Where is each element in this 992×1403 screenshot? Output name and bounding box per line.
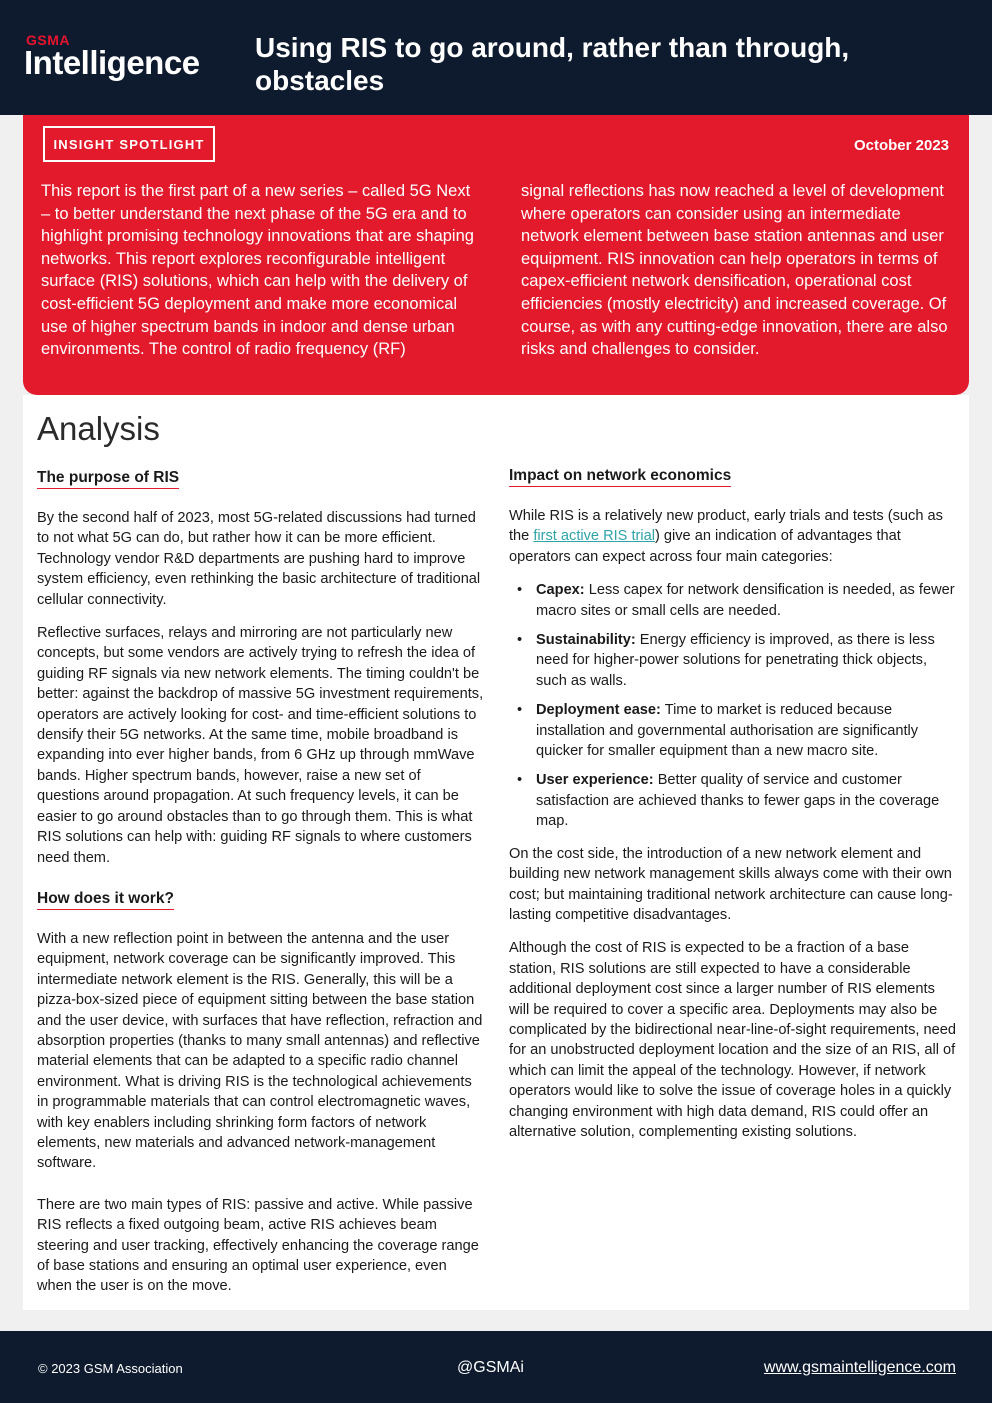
bullet-text: Energy efficiency is improved, as there is less need for higher-power solutions for penetrating thick objects, such as walls. [536,632,935,689]
first-active-ris-trial-link[interactable]: first active RIS trial [533,528,655,545]
report-date: October 2023 [853,137,949,154]
list-item [509,580,957,621]
list-item [509,700,957,761]
list-item [509,770,957,831]
page-title: Using RIS to go around, rather than through, obstacles [255,32,850,96]
bullet-text: Better quality of service and customer satisfaction are achieved thanks to fewer gaps in the coverage map. [536,772,940,830]
paragraph: On the cost side, the introduction of a new network element and building new network management skills always come with their own cost; but maintaining traditional network architecture can cause long-lasting competitive disadvantages. [509,845,953,923]
section-heading-how-it-works: How does it work? [37,889,174,910]
list-item [509,630,957,691]
bullet-text: Less capex for network densification is needed, as fewer macro sites or small cells are needed. [536,582,955,619]
bullet-icon: • [517,772,523,789]
footer-bar [0,1331,992,1403]
bullet-term: Capex: [536,582,585,599]
paragraph: By the second half of 2023, most 5G-related discussions had turned to not what 5G can do, but rather how it can be more efficient. Technology vendor R&D departments are pushing hard to improve system efficiency, even rethinking the basic architecture of traditional cellular connectivity. [37,510,481,608]
bullet-text: Time to market is reduced because installation and governmental authorisation are significantly quicker for smaller equipment than a new macro site. [536,702,919,760]
paragraph: Although the cost of RIS is expected to be a fraction of a base station, RIS solutions are still expected to have a considerable additional deployment cost since a larger number of RIS elements will be required to cover a specific area. Deployments may also be complicated by the bidirectional near-line-of-sight requirements, need for an unobstructed deployment location and the size of an RIS, all of which can limit the appeal of the technology. However, if network operators would like to solve the issue of coverage holes in a quickly changing environment with high data demand, RIS could offer an alternative solution, complementing existing solutions. [509,940,956,1140]
paragraph-text: ) give an indication of advantages that operators can expect across four main categories: [509,528,901,565]
website-link[interactable]: www.gsmaintelligence.com [763,1359,956,1376]
left-column [37,468,485,1310]
bullet-term: Sustainability: [536,632,636,649]
header-bar [0,0,992,115]
bullet-icon: • [517,702,523,719]
right-column [509,466,957,1155]
paragraph [509,506,957,567]
bullet-term: Deployment ease: [536,702,661,719]
intelligence-logo-text: Intelligence [24,44,200,81]
paragraph: There are two main types of RIS: passive and active. While passive RIS reflects a fixed outgoing beam, active RIS achieves beam steering and user tracking, effectively enhancing the coverage range of base stations and ensuring an optimal user experience, even when the user is on the move. [37,1196,479,1295]
bullet-icon: • [517,632,523,649]
advantages-list [509,580,957,831]
paragraph: With a new reflection point in between the antenna and the user equipment, network coverage can be significantly improved. This intermediate network element is the RIS. Generally, this will be a pizza-box-sized piece of equipment sitting between the base station and the user device, with surfaces that have reflection, refraction and absorption properties (thanks to many small antennas) and reflective material elements that can be adapted to a specific radio channel environment. What is driving RIS is the technological achievements in programmable materials that can control electromagnetic waves, with key enablers including shrinking form factors of network elements, new materials and advanced network-management software. [37,930,483,1172]
bullet-icon: • [517,582,523,599]
section-heading-network-economics: Impact on network economics [509,466,731,487]
paragraph-text: While RIS is a relatively new product, early trials and tests (such as the [509,508,943,545]
analysis-heading: Analysis [37,410,160,447]
bullet-term: User experience: [536,772,654,789]
paragraph: Reflective surfaces, relays and mirroring are not particularly new concepts, but some vendors are actively trying to refresh the idea of guiding RF signals via new network elements. The timing couldn't be better: against the backdrop of massive 5G investment requirements, operators are actively looking for cost- and time-efficient solutions to densify their 5G networks. At the same time, mobile broadband is expanding into ever higher bands, from 6 GHz up through mmWave bands. Higher spectrum bands, however, raise a new set of questions around propagation. At such frequency levels, it can be easier to go around obstacles than to go through them. This is what RIS solutions can help with: guiding RF signals to where customers need them. [37,625,484,866]
social-handle: @GSMAi [457,1359,524,1376]
copyright-text: © 2023 GSM Association [38,1361,183,1376]
section-heading-purpose: The purpose of RIS [37,468,179,489]
gsma-logo-text: GSMA [26,32,70,48]
insight-spotlight-badge: INSIGHT SPOTLIGHT [43,126,215,162]
intro-text-col2: signal reflections has now reached a level of development where operators can consider using an intermediate network element between base station antennas and user equipment. RIS innovation can help operators in terms of capex-efficient network densification, operational cost efficiencies (mostly electricity) and increased coverage. Of course, as with any cutting-edge innovation, there are also risks and challenges to consider. [521,182,948,359]
intro-text-col1: This report is the first part of a new series – called 5G Next – to better understand the next phase of the 5G era and to highlight promising technology innovations that are shaping networks. This report explores reconfigurable intelligent surface (RIS) solutions, which can help with the delivery of cost-efficient 5G deployment and make more economical use of higher spectrum bands in indoor and dense urban environments. The control of radio frequency (RF) [41,182,474,359]
